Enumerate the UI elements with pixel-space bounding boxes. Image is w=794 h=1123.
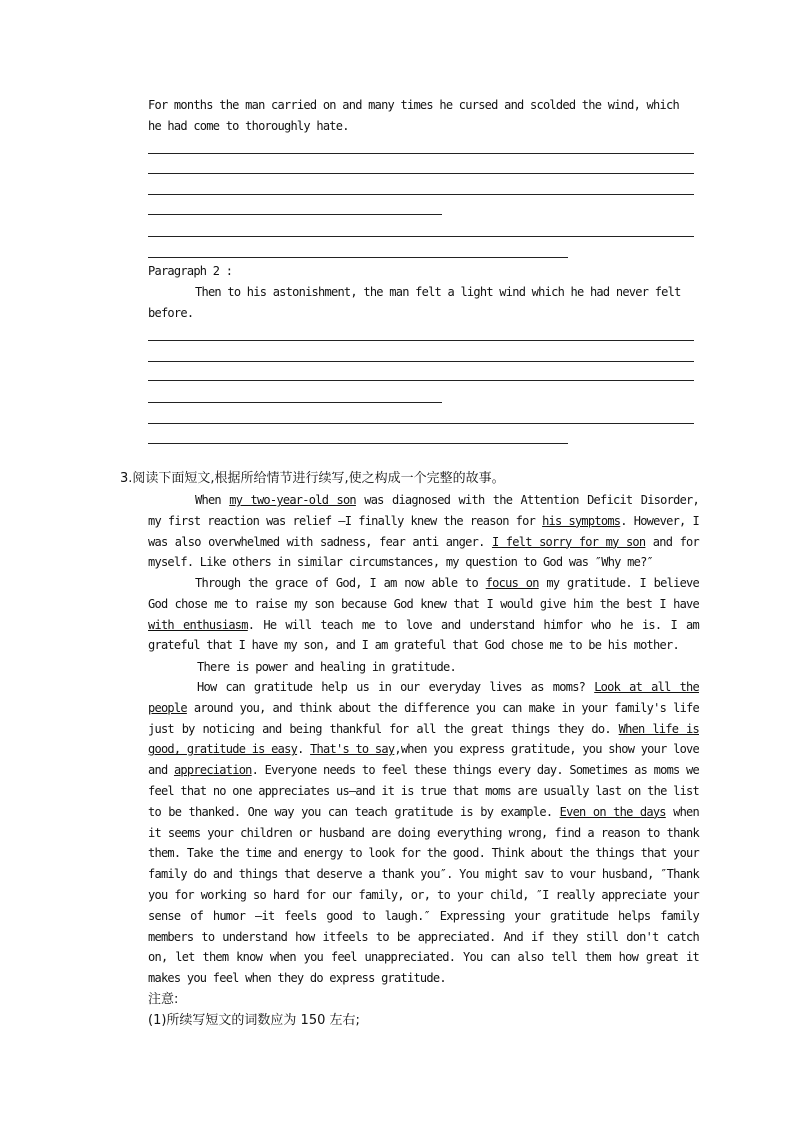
paragraph2-prompt-line2: before. bbox=[148, 306, 194, 320]
question3-heading: 3.阅读下面短文,根据所给情节进行续写,使之构成一个完整的故事。 bbox=[120, 471, 505, 486]
writing-line bbox=[148, 361, 694, 362]
writing-line bbox=[148, 173, 694, 174]
story-paragraph-2: Through the grace of God, I am now able to focus on my gratitude. I believe God chose me to raise my son because God knew that I would give him the best I have with enthusiasm. He will teach me to love and understand himfor who he is. I am grateful that I have my son, and I am grateful that God chose me to be his mother. bbox=[148, 576, 700, 653]
note-item-1: (1)所续写短文的词数应为 150 左右; bbox=[148, 1013, 360, 1028]
writing-line bbox=[148, 236, 694, 237]
note-label: 注意: bbox=[148, 992, 179, 1007]
writing-line bbox=[148, 214, 442, 215]
writing-line bbox=[148, 443, 568, 444]
writing-line bbox=[148, 194, 694, 195]
story-paragraph-3: There is power and healing in gratitude. bbox=[197, 660, 456, 674]
paragraph1-text-line2: he had come to thoroughly hate. bbox=[148, 119, 349, 133]
story-paragraph-1: When my two-year-old son was diagnosed with the Attention Deficit Disorder, my first reaction was relief —I finally knew the reason for his symptoms. However, I was also overwhelmed with sadness, fear anti anger. I felt sorry for my son and for myself. Like others in similar circumstances, my question to God was ″Why me?″ bbox=[148, 493, 699, 570]
writing-line bbox=[148, 380, 694, 381]
writing-line bbox=[148, 257, 568, 258]
paragraph2-prompt-line1: Then to his astonishment, the man felt a light wind which he had never felt bbox=[195, 285, 681, 299]
writing-line bbox=[148, 340, 694, 341]
writing-line bbox=[148, 153, 694, 154]
story-paragraph-4: How can gratitude help us in our everyday lives as moms? Look at all the people around you, and think about the difference you can make in your family's life just by noticing and being thankful for all the great things they do. When life is good, gratitude is easy. That's to say,when you express gratitude, you show your love and appreciation. Everyone needs to feel these things every day. Sometimes as moms we feel that no one appreciates us—and it is true that moms are usually last on the list to be thanked. One way you can teach gratitude is by example. Even on the days when it seems your children or husband are doing everything wrong, find a reason to thank them. Take the time and energy to look for the good. Think about the things that your family do and things that deserve a thank you″. You might sav to vour husband, ″Thank you for working so hard for our family, or, to your child, ″I really appreciate your sense of humor —it feels good to laugh.″ Expressing your gratitude helps family members to understand how itfeels to be appreciated. And if they still don't catch on, let them know when you feel unappreciated. You can also tell them how great it makes you feel when they do express gratitude. bbox=[148, 680, 700, 986]
paragraph2-label: Paragraph 2 : bbox=[148, 264, 233, 278]
writing-line bbox=[148, 423, 694, 424]
writing-line bbox=[148, 402, 442, 403]
paragraph1-text-line1: For months the man carried on and many times he cursed and scolded the wind, which bbox=[148, 98, 679, 112]
